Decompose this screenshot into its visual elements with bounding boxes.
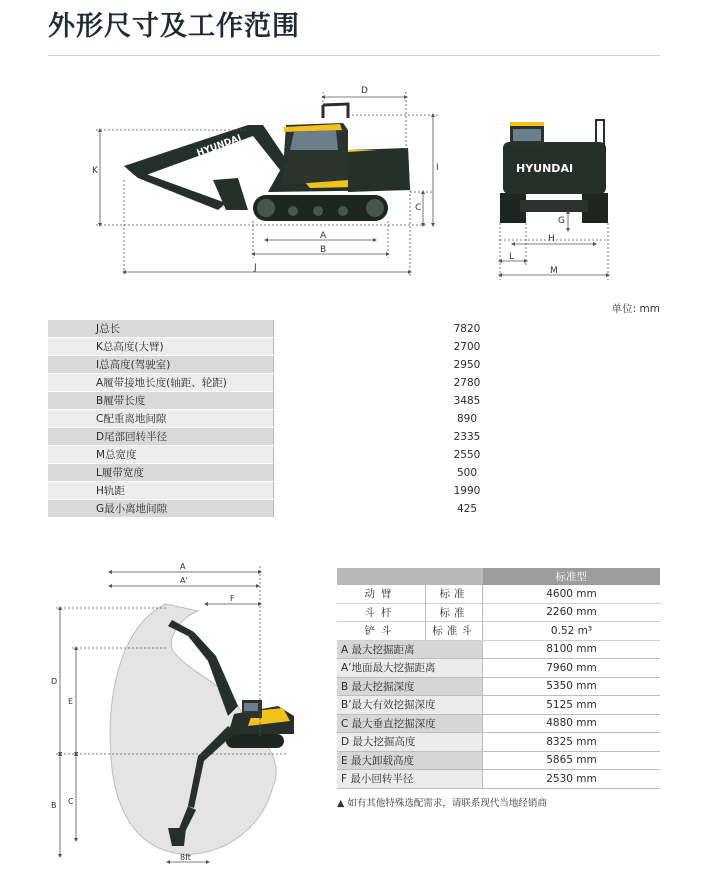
config-name: 铲斗: [337, 622, 426, 641]
rear-brand: HYUNDAI: [516, 162, 574, 175]
config-value: 2260 mm: [483, 603, 661, 622]
header-blank: [337, 568, 483, 585]
table-row: [48, 356, 660, 374]
row-label: L履带宽度: [48, 464, 274, 482]
table-row: [337, 640, 660, 659]
config-value: 0.52 m³: [483, 622, 661, 641]
row-value: 2530 mm: [483, 770, 661, 789]
row-label: B 最大挖掘深度: [337, 677, 483, 696]
config-type: 标准斗: [426, 622, 483, 641]
row-label: J总长: [48, 320, 274, 338]
label-C: C: [68, 797, 74, 806]
row-label: A’地面最大挖掘距离: [337, 659, 483, 678]
row-label: A 最大挖掘距离: [337, 640, 483, 659]
footnote: ▲ 如有其他特殊选配需求，请联系现代当地经销商: [337, 798, 547, 809]
table-row: [48, 320, 660, 338]
config-row: [337, 603, 660, 622]
row-value: 3485: [274, 392, 661, 410]
row-value: 890: [274, 410, 661, 428]
label-A: A: [320, 231, 327, 241]
table-row: [48, 338, 660, 356]
label-A: A: [180, 562, 186, 571]
row-value: 7820: [274, 320, 661, 338]
row-value: 8325 mm: [483, 733, 661, 752]
config-name: 斗杆: [337, 603, 426, 622]
row-value: 5865 mm: [483, 751, 661, 770]
row-value: 2950: [274, 356, 661, 374]
row-label: E 最大卸载高度: [337, 751, 483, 770]
table-row: [337, 714, 660, 733]
config-type: 标准: [426, 585, 483, 603]
row-value: 2780: [274, 374, 661, 392]
unit-label: 单位: mm: [611, 303, 660, 315]
table-row: [337, 751, 660, 770]
row-value: 5125 mm: [483, 696, 661, 715]
config-row: [337, 585, 660, 603]
row-value: 425: [274, 500, 661, 518]
row-label: I总高度(驾驶室): [48, 356, 274, 374]
table-row: [337, 696, 660, 715]
row-label: F 最小回转半径: [337, 770, 483, 789]
row-label: D 最大挖掘高度: [337, 733, 483, 752]
row-value: 2550: [274, 446, 661, 464]
working-range-table: [337, 568, 660, 789]
config-row: [337, 622, 660, 641]
working-range-diagram: [48, 556, 318, 871]
table-row: [48, 464, 660, 482]
table-row: [337, 659, 660, 678]
label-K: K: [92, 166, 98, 176]
row-label: B履带长度: [48, 392, 274, 410]
row-label: C配重离地间隙: [48, 410, 274, 428]
header-standard: 标准型: [483, 568, 661, 585]
row-label: D尾部回转半径: [48, 428, 274, 446]
table-row: [337, 770, 660, 789]
table-row: [48, 374, 660, 392]
table-header-row: [337, 568, 660, 585]
row-value: 500: [274, 464, 661, 482]
table-row: [48, 500, 660, 518]
page-title: 外形尺寸及工作范围: [48, 11, 300, 42]
config-type: 标准: [426, 603, 483, 622]
label-E: E: [68, 697, 74, 706]
label-H: H: [548, 234, 555, 244]
label-A-prime: A': [180, 576, 188, 585]
config-name: 动臂: [337, 585, 426, 603]
row-label: C 最大垂直挖掘深度: [337, 714, 483, 733]
row-label: H轨距: [48, 482, 274, 500]
label-I: I: [436, 163, 439, 173]
label-B: B: [320, 245, 327, 255]
table-row: [337, 677, 660, 696]
row-label: B’最大有效挖掘深度: [337, 696, 483, 715]
row-value: 1990: [274, 482, 661, 500]
label-F: F: [230, 594, 235, 603]
table-row: [337, 733, 660, 752]
table-row: [48, 446, 660, 464]
excavator-side-view: [124, 104, 410, 221]
label-G: G: [558, 216, 565, 226]
label-J: J: [254, 263, 257, 273]
label-8ft: 8ft: [180, 853, 191, 862]
label-B: B: [51, 801, 57, 810]
config-value: 4600 mm: [483, 585, 661, 603]
row-value: 2700: [274, 338, 661, 356]
row-label: K总高度(大臂): [48, 338, 274, 356]
label-L: L: [509, 252, 515, 262]
row-value: 5350 mm: [483, 677, 661, 696]
label-D: D: [361, 86, 368, 96]
boom-brand: HYUNDAI: [195, 133, 243, 159]
excavator-rear-view: [500, 120, 608, 223]
row-label: G最小离地间隙: [48, 500, 274, 518]
label-C: C: [415, 203, 422, 213]
row-label: A履带接地长度(轴距、轮距): [48, 374, 274, 392]
row-value: 8100 mm: [483, 640, 661, 659]
row-value: 4880 mm: [483, 714, 661, 733]
table-row: [48, 410, 660, 428]
row-label: M总宽度: [48, 446, 274, 464]
row-value: 7960 mm: [483, 659, 661, 678]
row-value: 2335: [274, 428, 661, 446]
dimension-diagram: [48, 70, 660, 296]
table-row: [48, 428, 660, 446]
label-D: D: [51, 677, 58, 686]
title-divider: [48, 55, 660, 56]
dimensions-table: [48, 320, 660, 518]
label-M: M: [550, 266, 558, 276]
table-row: [48, 392, 660, 410]
table-row: [48, 482, 660, 500]
